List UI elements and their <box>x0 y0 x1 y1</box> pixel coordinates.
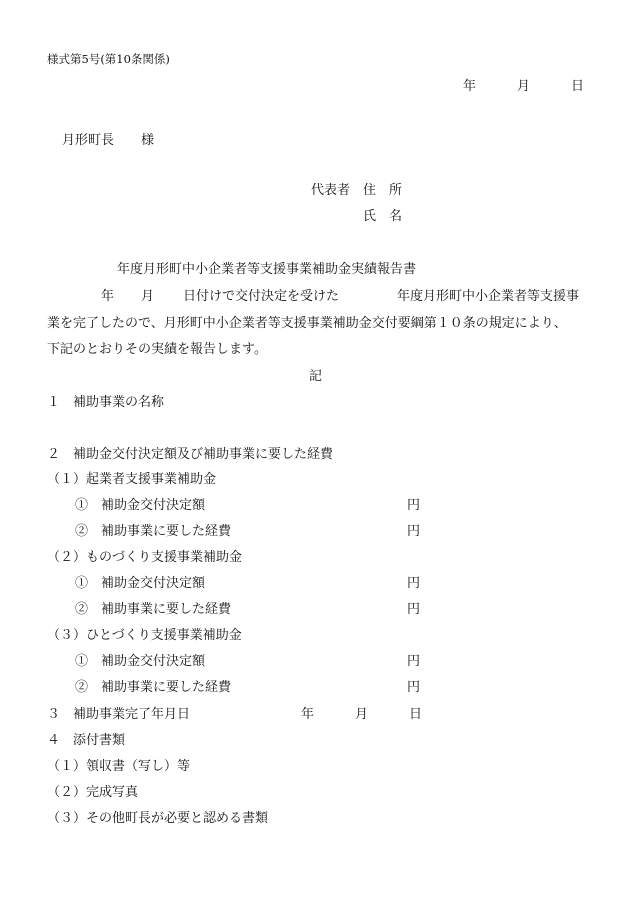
s2-2-decision-amount: ① 補助金交付決定額 <box>75 576 206 591</box>
s2-2-expenses: ② 補助事業に要した経費 <box>75 602 232 617</box>
section-1-heading: １ 補助事業の名称 <box>47 395 165 410</box>
completion-month: 月 <box>355 707 369 722</box>
body-text-2: 年度月形町中小企業者等支援事 <box>397 289 580 304</box>
completion-day: 日 <box>409 707 423 722</box>
body-text-1: 日付けで交付決定を受けた <box>183 289 340 304</box>
s2-3-decision-yen: 円 <box>407 654 421 669</box>
body-line-2: 業を完了したので、月形町中小企業者等支援事業補助金交付要綱第１０条の規定により、 <box>47 316 567 331</box>
s2-2-expenses-yen: 円 <box>407 602 421 617</box>
s2-1-decision-yen: 円 <box>407 498 421 513</box>
date-month: 月 <box>517 79 531 94</box>
name-label: 氏 名 <box>363 209 403 224</box>
attachment-2: （２）完成写真 <box>47 785 139 800</box>
s2-1-decision-amount: ① 補助金交付決定額 <box>75 498 206 513</box>
date-day: 日 <box>571 79 585 94</box>
addressee-honorific: 様 <box>141 133 155 148</box>
s2-3-expenses-yen: 円 <box>407 680 421 695</box>
section-4-heading: ４ 添付書類 <box>47 733 126 748</box>
s2-2-decision-yen: 円 <box>407 576 421 591</box>
s2-3-expenses: ② 補助事業に要した経費 <box>75 680 232 695</box>
section-3-heading: ３ 補助事業完了年月日 <box>47 707 191 722</box>
ki-heading: 記 <box>309 369 323 384</box>
body-line-3: 下記のとおりその実績を報告します。 <box>47 342 267 357</box>
s2-1-expenses: ② 補助事業に要した経費 <box>75 524 232 539</box>
section-2-heading: ２ 補助金交付決定額及び補助事業に要した経費 <box>47 447 334 462</box>
section-2-1-heading: （１）起業者支援事業補助金 <box>47 472 217 487</box>
s2-1-expenses-yen: 円 <box>407 524 421 539</box>
attachment-1: （１）領収書（写し）等 <box>47 759 191 774</box>
date-year: 年 <box>463 79 477 94</box>
section-2-2-heading: （２）ものづくり支援事業補助金 <box>47 550 243 565</box>
representative-label: 代表者 <box>311 183 351 198</box>
attachment-3: （３）その他町長が必要と認める書類 <box>47 811 269 826</box>
s2-3-decision-amount: ① 補助金交付決定額 <box>75 654 206 669</box>
address-label: 住 所 <box>363 183 403 198</box>
completion-year: 年 <box>301 707 315 722</box>
form-number: 様式第5号(第10条関係) <box>47 52 170 66</box>
document-title: 年度月形町中小企業者等支援事業補助金実績報告書 <box>117 262 417 277</box>
addressee-title: 月形町長 <box>62 133 115 148</box>
body-month: 月 <box>141 289 155 304</box>
section-2-3-heading: （３）ひとづくり支援事業補助金 <box>47 628 242 643</box>
body-year: 年 <box>101 289 115 304</box>
